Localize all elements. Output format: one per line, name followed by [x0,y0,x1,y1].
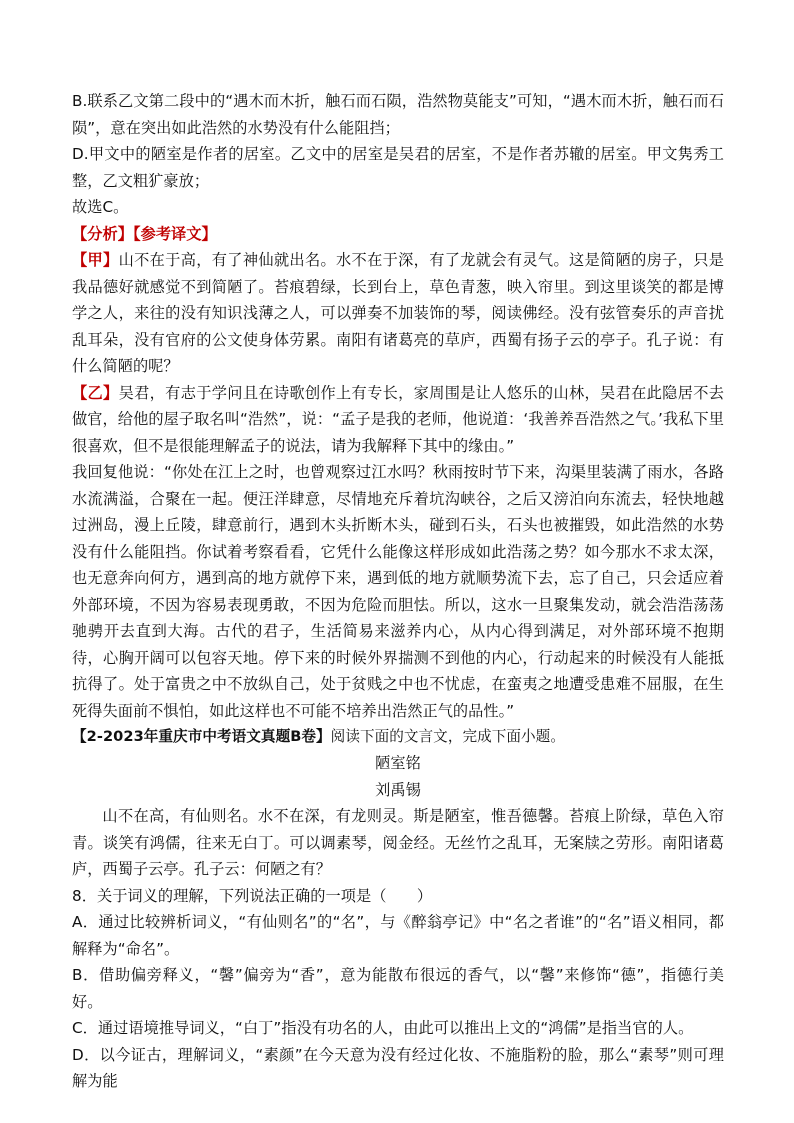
translation-reply: 我回复他说：“你处在江上之时，也曾观察过江水吗？秋雨按时节下来，沟渠里装满了雨水，各路水流满溢，合聚在一起。便汪洋肆意，尽情地充斥着坑沟峡谷，之后又滂泊向东流去，轻快地越过洲岛，漫上丘陵，肆意前行，遇到木头折断木头，碰到石头，石头也被摧毁，如此浩然的水势没有什么能阻挡。你试着考察看看，它凭什么能像这样形成如此浩荡之势？如今那水不求太深，也无意奔向何方，遇到高的地方就停下来，遇到低的地方就顺势流下去，忘了自己，只会适应着外部环境，不因为容易表现勇敢，不因为危险而胆怯。所以，这水一旦聚集发动，就会浩浩荡荡驰骋开去直到大海。古代的君子，生活简易来滋养内心，从内心得到满足，对外部环境不抱期待，心胸开阔可以包容天地。停下来的时候外界揣测不到他的内心，行动起来的时候没有人能抵抗得了。处于富贵之中不放纵自己，处于贫贱之中也不忧虑，在蛮夷之地遭受患难不屈服，在生死得失面前不惧怕，如此这样也不可能不培养出浩然正气的品性。” [72,463,724,720]
yi-text: 吴君，有志于学问且在诗歌创作上有专长，家周围是让人悠乐的山林，吴君在此隐居不去做官，给他的屋子取名叫“浩然”，说：“孟子是我的老师，他说道：‘我善养吾浩然之气。’我私下里很喜欢，但不是很能理解孟子的说法，请为我解释下其中的缘由。” [72,383,724,455]
question-8-stem: 8．关于词义的理解，下列说法正确的一项是（ ） [72,886,433,905]
translation-yi [72,380,724,460]
question-header [72,724,724,750]
question-source: 【2-2023年重庆市中考语文真题B卷】 [72,728,331,745]
question-8-option-a: A．通过比较辨析词义，“有仙则名”的“名”，与《醉翁亭记》中“名之者谁”的“名”语义相同，都解释为“命名”。 [72,913,724,958]
jia-text: 山不在于高，有了神仙就出名。水不在于深，有了龙就会有灵气。这是简陋的房子，只是我品德好就感觉不到简陋了。苔痕碧绿，长到台上，草色青葱，映入帘里。到这里谈笑的都是博学之人，来往的没有知识浅薄之人，可以弹奏不加装饰的琴，阅读佛经。没有弦管奏乐的声音扰乱耳朵，没有官府的公文使身体劳累。南阳有诸葛亮的草庐，西蜀有扬子云的亭子。孔子说：有什么简陋的呢？ [72,251,724,375]
question-8-option-c: C．通过语境推导词义，“白丁”指没有功名的人，由此可以推出上文的“鸿儒”是指当官的人。 [72,1019,694,1037]
jia-label: 【甲】 [72,251,119,269]
answer-explanation-d: D.甲文中的陋室是作者的居室。乙文中的居室是吴君的居室，不是作者苏辙的居室。甲文隽秀工整，乙文粗犷豪放； [72,145,724,190]
analysis-heading [72,221,724,248]
yi-label: 【乙】 [72,383,119,402]
analysis-label: 【分析】【参考译文】 [72,224,217,243]
answer-choice: 故选C。 [72,198,129,216]
question-8-option-d: D．以今证古，理解词义，“素颜”在今天意为没有经过化妆、不施脂粉的脸，那么“素琴”则可理解为能 [72,1045,724,1090]
poem-author: 刘禹锡 [375,780,421,799]
poem-text: 山不在高，有仙则名。水不在深，有龙则灵。斯是陋室，惟吾德馨。苔痕上阶绿，草色入帘青。谈笑有鸿儒，往来无白丁。可以调素琴，阅金经。无丝竹之乱耳，无案牍之劳形。南阳诸葛庐，西蜀子云亭。孔子云：何陋之有？ [72,807,724,878]
question-8-option-b: B．借助偏旁释义，“馨”偏旁为“香”，意为能散布很远的香气，以“馨”来修饰“德”，指德行美好。 [72,966,724,1011]
document-page [72,88,724,1095]
question-instruction: 阅读下面的文言文，完成下面小题。 [330,728,565,745]
translation-jia [72,247,724,380]
answer-explanation-b: B.联系乙文第二段中的“遇木而木折，触石而石陨，浩然物莫能支”可知，“遇木而木折，触石而石陨”，意在突出如此浩然的水势没有什么能阻挡； [72,92,724,137]
poem-title: 陋室铭 [375,754,421,772]
